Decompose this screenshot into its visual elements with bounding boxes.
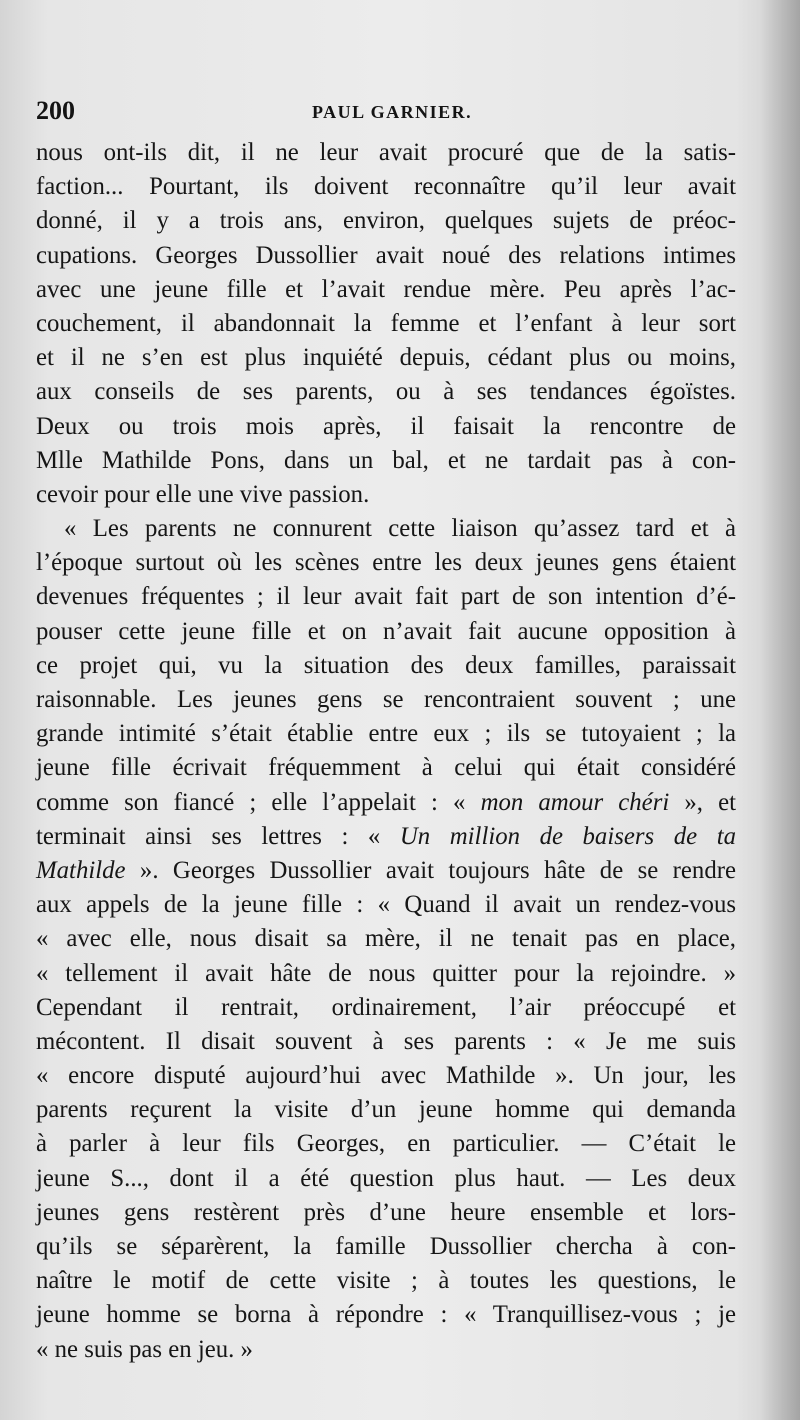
text-line: Deux ou trois mois après, il faisait la rencontre de	[36, 412, 736, 440]
text-line: aux conseils de ses parents, ou à ses tendances égoïstes.	[36, 378, 736, 406]
text-line: jeune S..., dont il a été question plus haut. — Les deux	[36, 1164, 736, 1192]
text-line: « Les parents ne connurent cette liaison qu’assez tard et à	[64, 515, 736, 543]
text-line: aux appels de la jeune fille : « Quand il avait un rendez-vous	[36, 891, 736, 919]
text-line: « avec elle, nous disait sa mère, il ne tenait pas en place,	[36, 925, 736, 953]
text-segment: », et	[669, 788, 736, 816]
italic-segment: mon amour chéri	[480, 788, 670, 816]
text-line: l’époque surtout où les scènes entre les deux jeunes gens étaient	[36, 549, 736, 577]
text-line: avec une jeune fille et l’avait rendue mère. Peu après l’ac-	[36, 275, 736, 303]
text-line: et il ne s’en est plus inquiété depuis, cédant plus ou moins,	[36, 344, 736, 372]
page-header	[36, 96, 736, 132]
text-line: jeune fille écrivait fréquemment à celui qui était considéré	[36, 754, 736, 782]
text-line: devenues fréquentes ; il leur avait fait part de son intention d’é-	[36, 583, 736, 611]
text-line: pouser cette jeune fille et on n’avait fait aucune opposition à	[36, 617, 736, 645]
text-line: raisonnable. Les jeunes gens se rencontraient souvent ; une	[36, 686, 736, 713]
text-line: « tellement il avait hâte de nous quitter pour la rejoindre. »	[36, 959, 736, 987]
text-line: nous ont-ils dit, il ne leur avait procuré que de la satis-	[36, 139, 736, 166]
text-line: naître le motif de cette visite ; à toutes les questions, le	[36, 1267, 736, 1295]
text-line: faction... Pourtant, ils doivent reconnaître qu’il leur avait	[36, 173, 736, 201]
text-line	[36, 854, 736, 888]
running-head: PAUL GARNIER.	[312, 102, 473, 122]
text-line: à parler à leur fils Georges, en particulier. — C’était le	[36, 1130, 736, 1158]
text-line: mécontent. Il disait souvent à ses parents : « Je me suis	[36, 1027, 736, 1055]
text-line: Mlle Mathilde Pons, dans un bal, et ne tardait pas à con-	[36, 446, 736, 474]
page-number: 200	[36, 96, 75, 125]
text-segment: comme son fiancé ; elle l’appelait : «	[36, 788, 481, 816]
text-line: couchement, il abandonnait la femme et l’enfant à leur sort	[36, 309, 736, 337]
page-edge-shadow	[760, 0, 800, 1420]
text-line: qu’ils se séparèrent, la famille Dussollier chercha à con-	[36, 1233, 736, 1260]
body-text	[36, 136, 736, 1367]
text-line: cupations. Georges Dussollier avait noué des relations intimes	[36, 241, 736, 269]
text-segment: terminait ainsi ses lettres : «	[36, 822, 400, 850]
text-segment: ». Georges Dussollier avait toujours hâte de se rendre	[125, 856, 736, 884]
text-line: cevoir pour elle une vive passion.	[36, 480, 370, 508]
text-line: « encore disputé aujourd’hui avec Mathilde ». Un jour, les	[36, 1062, 736, 1090]
text-line: ce projet qui, vu la situation des deux familles, paraissait	[36, 651, 736, 679]
text-line: Cependant il rentrait, ordinairement, l’air préoccupé et	[36, 993, 736, 1021]
text-line: jeune homme se borna à répondre : « Tranquillisez-vous ; je	[36, 1301, 736, 1329]
text-line	[36, 786, 736, 820]
italic-segment: Un million de baisers de ta	[399, 822, 736, 850]
text-line: « ne suis pas en jeu. »	[36, 1335, 253, 1363]
text-line	[36, 820, 736, 854]
text-line: parents reçurent la visite d’un jeune homme qui demanda	[36, 1096, 736, 1124]
text-line: donné, il y a trois ans, environ, quelques sujets de préoc-	[36, 207, 736, 235]
text-line: jeunes gens restèrent près d’une heure ensemble et lors-	[36, 1198, 736, 1226]
text-line: grande intimité s’était établie entre eux ; ils se tutoyaient ; la	[36, 720, 736, 748]
italic-segment: Mathilde	[36, 856, 126, 884]
